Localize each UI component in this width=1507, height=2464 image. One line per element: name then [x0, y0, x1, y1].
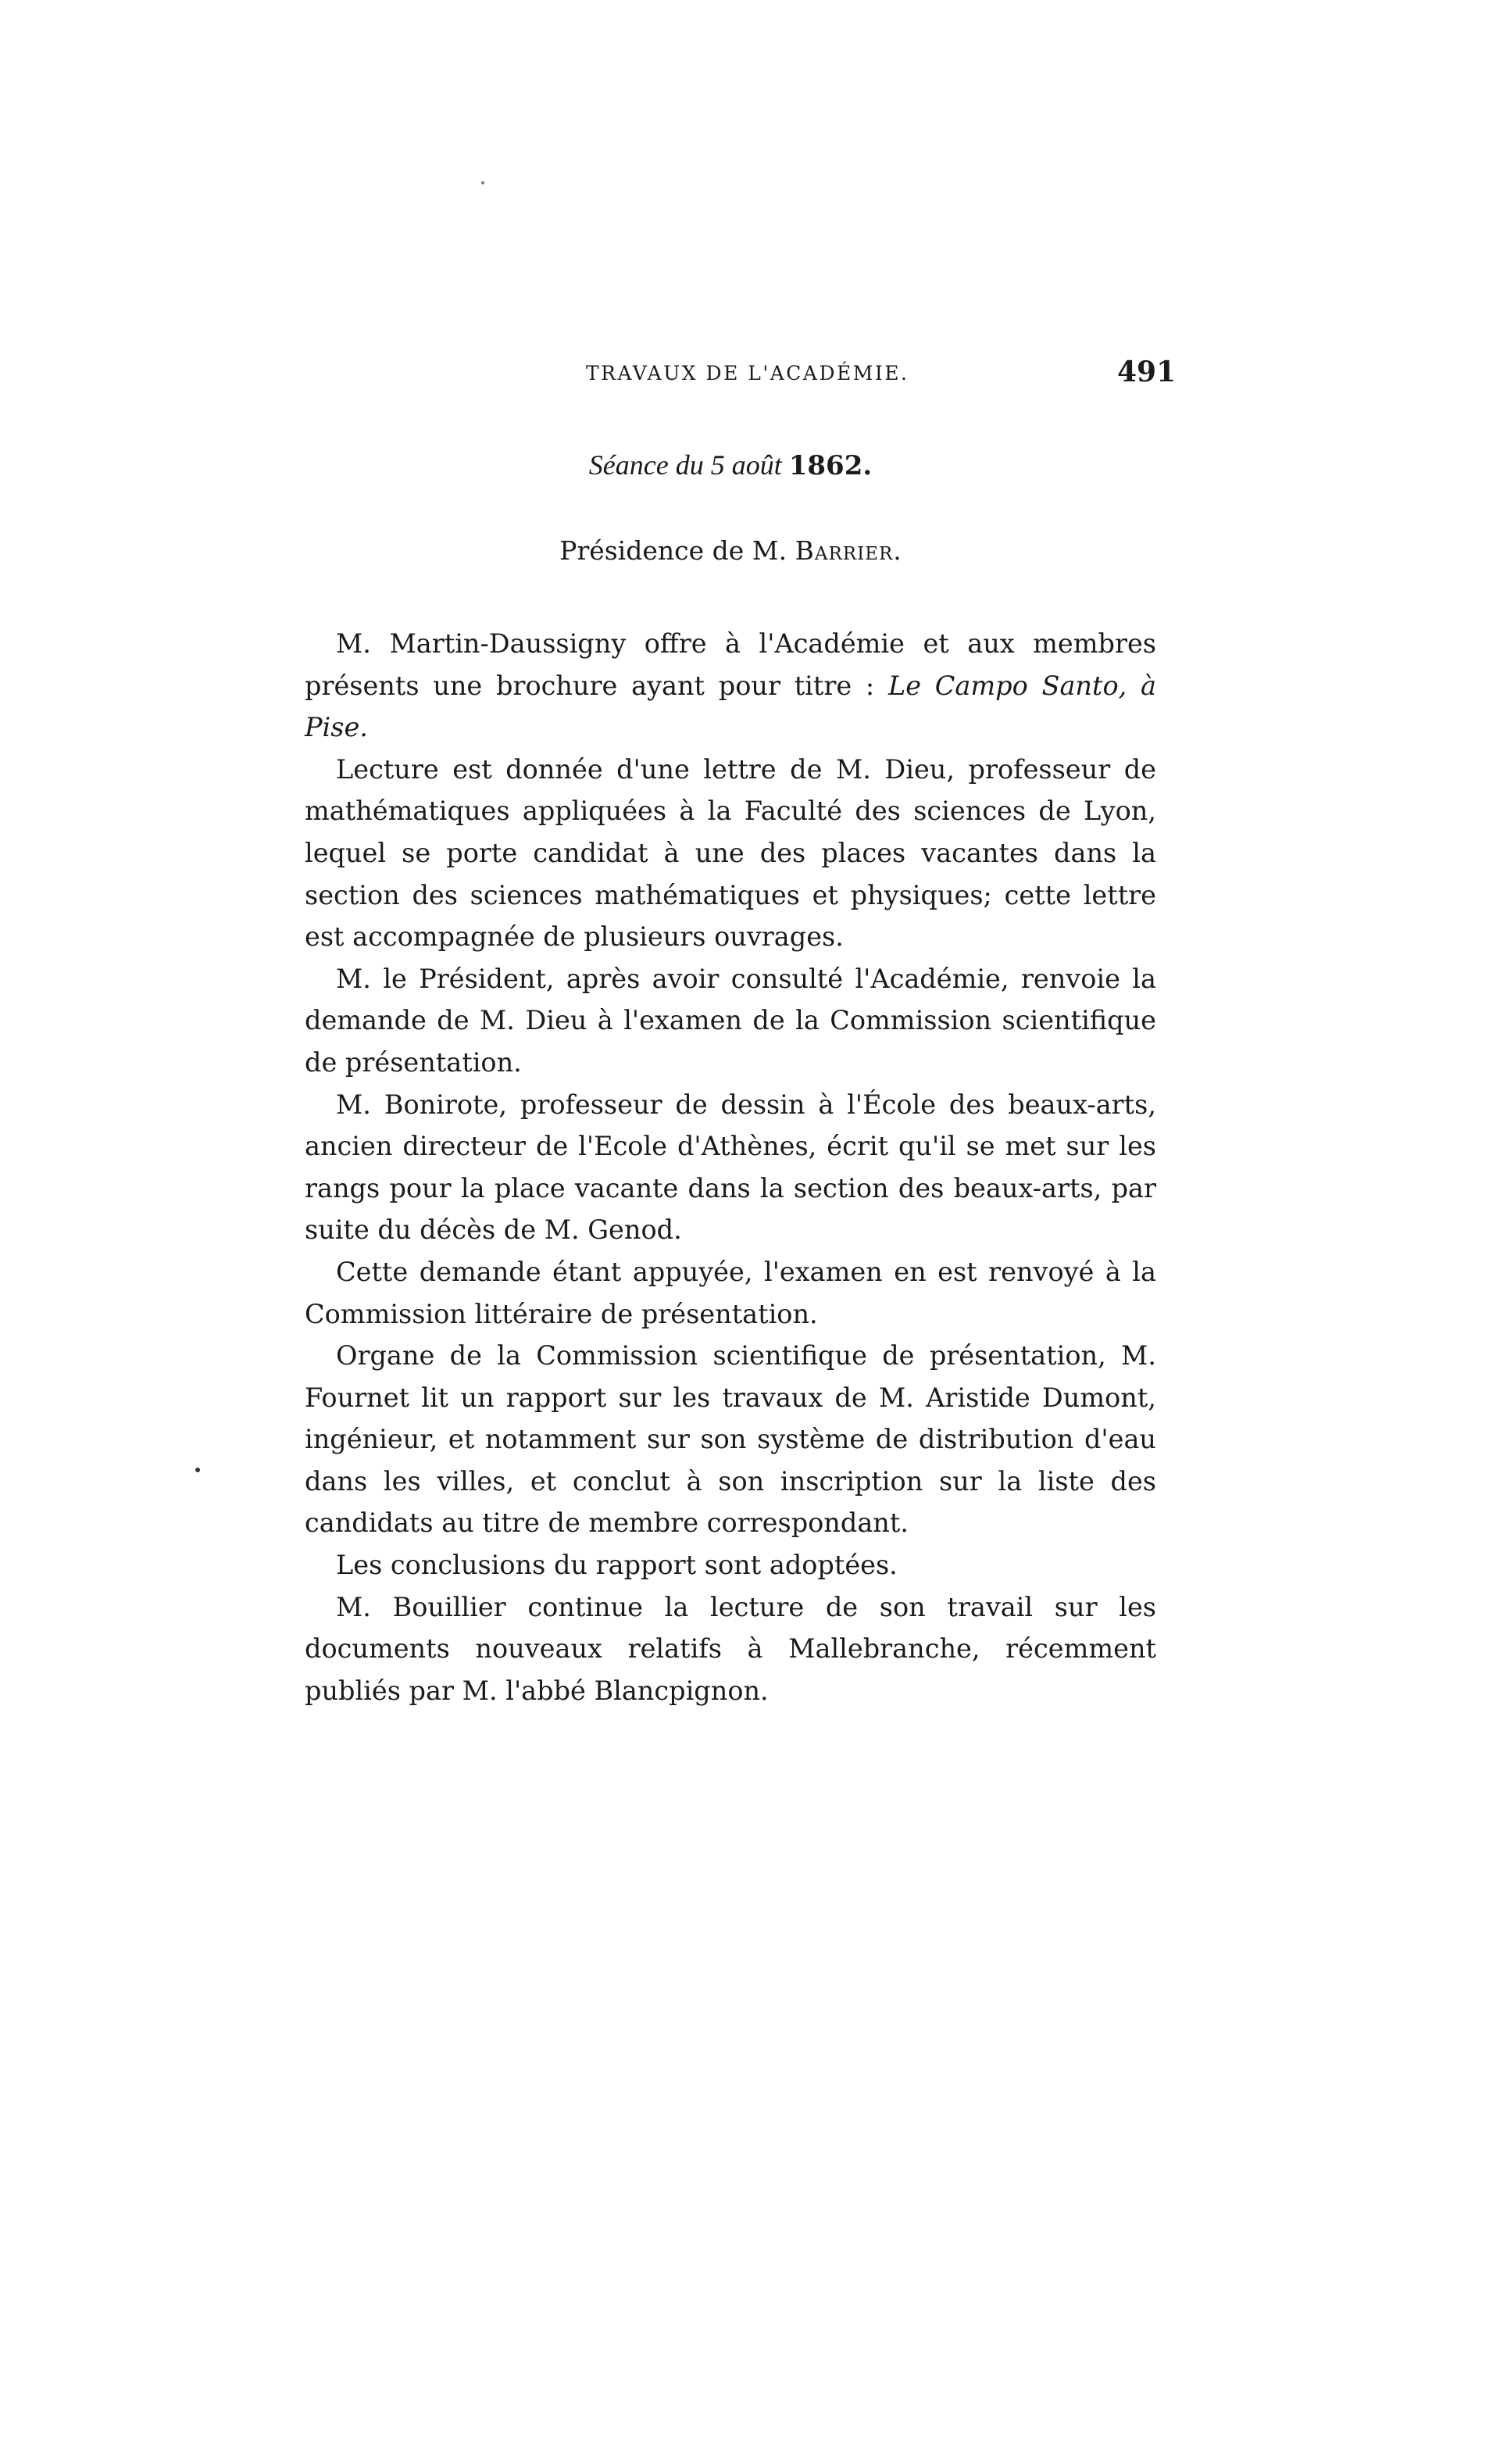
- running-title: TRAVAUX DE L'ACADÉMIE.: [586, 362, 909, 384]
- page-number: 491: [1117, 356, 1177, 388]
- presidency-line: [305, 535, 1156, 566]
- paragraph-7: Les conclusions du rapport sont adoptées.: [336, 1550, 898, 1581]
- minutes-body: [305, 623, 1156, 1711]
- session-title: [305, 449, 1156, 481]
- paragraph-8: M. Bouillier continue la lecture de son travail sur les documents nouveaux relatifs à Mallebranche, récemment publiés par M. l'abbé Blancpignon.: [305, 1591, 1156, 1706]
- paragraph-3: M. le Président, après avoir consulté l'Académie, renvoie la demande de M. Dieu à l'examen de la Commission scientifique de présentation.: [305, 963, 1156, 1078]
- ink-speck: [481, 181, 484, 184]
- presidency-suffix: .: [893, 535, 902, 566]
- paragraph-5: Cette demande étant appuyée, l'examen en est renvoyé à la Commission littéraire de présentation.: [305, 1256, 1156, 1329]
- paragraph-1: [305, 623, 1156, 749]
- paragraph-1-text: M. Martin-Daussigny offre à l'Académie et aux membres présents une brochure ayant pour titre :: [305, 628, 1156, 701]
- paragraph-6: Organe de la Commission scientifique de présentation, M. Fournet lit un rapport sur les travaux de M. Aristide Dumont, ingénieur, et notamment sur son système de distribution d'eau dans les villes, et conclut à son inscription sur la liste des candidats au titre de membre correspondant.: [305, 1340, 1156, 1539]
- presidency-name: Barrier: [795, 535, 894, 566]
- session-title-year: 1862.: [788, 450, 873, 481]
- presidency-label: Présidence de M.: [559, 535, 787, 566]
- ink-speck: [195, 1468, 200, 1472]
- brochure-title: Le Campo Santo, à Pise.: [305, 670, 1156, 743]
- session-title-date: Séance du 5 août: [588, 449, 782, 481]
- paragraph-2: Lecture est donnée d'une lettre de M. Dieu, professeur de mathématiques appliquées à la Faculté des sciences de Lyon, lequel se porte candidat à une des places vacantes dans la section des sciences mathématiques et physiques; cette lettre est accompagnée de plusieurs ouvrages.: [305, 753, 1156, 953]
- paragraph-4: M. Bonirote, professeur de dessin à l'École des beaux-arts, ancien directeur de l'Ecole d'Athènes, écrit qu'il se met sur les rangs pour la place vacante dans la section des beaux-arts, par suite du décès de M. Genod.: [305, 1089, 1156, 1246]
- running-header: [305, 356, 1177, 395]
